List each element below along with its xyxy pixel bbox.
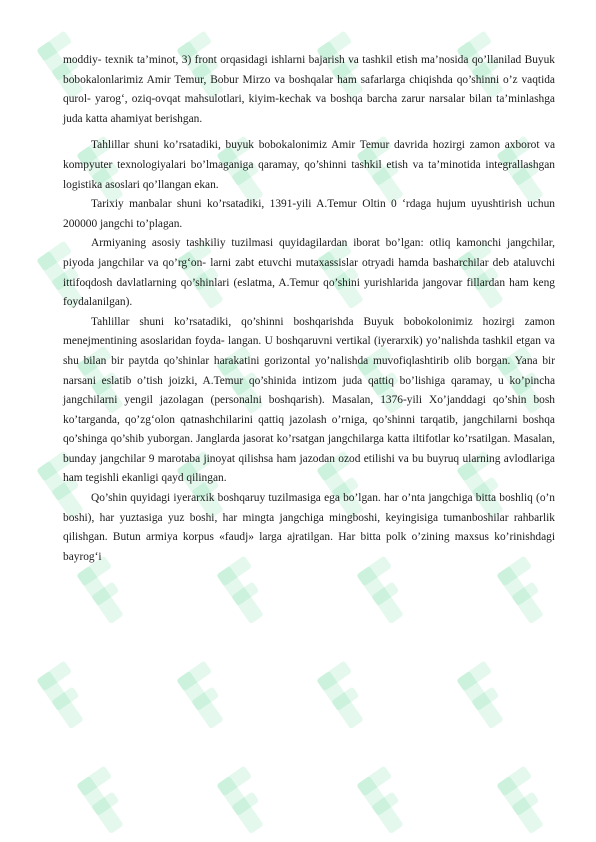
paragraph: Qo’shin quyidagi iyerarxik boshqaruy tuzilmasiga ega bo’lgan. har o’nta jangchiga bitta boshliq (o’n boshi), har yuztasiga yuz boshi, har mingta jangchiga mingboshi, keyingisiga tumanboshilar rahbarlik qilishgan. Butun armiya korpus «faudj» larga ajratilgan. Har bitta polk o’zining maxsus ko’rinishdagi bayrog‘i <box>63 492 555 563</box>
paragraph: Tahlillar shuni ko’rsatadiki, buyuk bobokalonimiz Amir Temur davrida hozirgi zamon axborot va kompyuter texnologiyalari bo’lmaganiga qaramay, qo’shinni tashkil etish va ta’minotida integrallashgan logistika asoslari qo’llangan ekan. <box>63 139 555 191</box>
paragraph: Armiyaning asosiy tashkiliy tuzilmasi quyidagilardan iborat bo’lgan: otliq kamonchi jangchilar, piyoda jangchilar va qo’rg‘on- larni zabt etuvchi mutaxassislar otryadi hamda basharchilar deb ataluvchi ittifoqdosh davlatlarning qo’shinlari (eslatma, A.Temur qo’shini yurishlarida jangovar fillardan ham keng foydalanilgan). <box>63 237 555 309</box>
body-text <box>63 51 555 567</box>
watermark-mark <box>316 661 378 730</box>
paragraph: Tarixiy manbalar shuni ko’rsatadiki, 1391-yili A.Temur Oltin 0 ‘rdaga hujum uyushtirish uchun 200000 jangchi to’plagan. <box>63 198 555 230</box>
paragraph: moddiy- texnik ta’minot, 3) front orqasidagi ishlarni bajarish va tashkil etish ma’nosida qo’llanilad Buyuk bobokalonlarimiz Amir Temur, Bobur Mirzo va boshqalar ham safarlarga chiqishda qo’shinni o’z vaqtida qurol- yarog‘, oziq-ovqat mahsulotlari, kiyim-kechak va boshqa barcha zarur narsalar bilan ta’minlashga juda katta ahamiyat berishgan. <box>63 54 555 125</box>
watermark-mark <box>496 766 558 835</box>
paragraph: Tahlillar shuni ko’rsatadiki, qo’shinni boshqarishda Buyuk bobokolonimiz hozirgi zamon menejmentining asoslaridan foyda- langan. U boshqaruvni vertikal (iyerarxik) yo’nalishda tashkil etgan va shu bilan bir paytda qo’shinlar harakatini gorizontal yo’nalishda muvofiqlashtirib olib borgan. Yana bir narsani eslatib o’tish joizki, A.Temur qo’shinida intizom juda qattiq bo’lishiga qaramay, u ko’pincha jangchilarni yengil jazolagan (personalni boshqarish). Masalan, 1376-yili Xo’janddagi qo’shin bosh ko’targanda, qo’zg‘olon qatnashchilarini qattiq jazolash o’rniga, qo’shinni tarqatib, jangchilarni boshqa qo’shinga qo’shib yuborgan. Janglarda jasorat ko’rsatgan jangchilarga katta iltifotlar ko’rsatilgan. Masalan, bunday jangchilar 9 marotaba jinoyat qilishsa ham jazodan ozod etilishi va bu buyruq ularning avlodlariga ham tegishli ekanligi qayd qilingan. <box>63 315 555 485</box>
watermark-mark <box>176 661 238 730</box>
watermark-mark <box>356 766 418 835</box>
watermark-mark <box>216 766 278 835</box>
watermark-mark <box>36 661 98 730</box>
watermark-mark <box>76 766 138 835</box>
watermark-mark <box>456 661 518 730</box>
